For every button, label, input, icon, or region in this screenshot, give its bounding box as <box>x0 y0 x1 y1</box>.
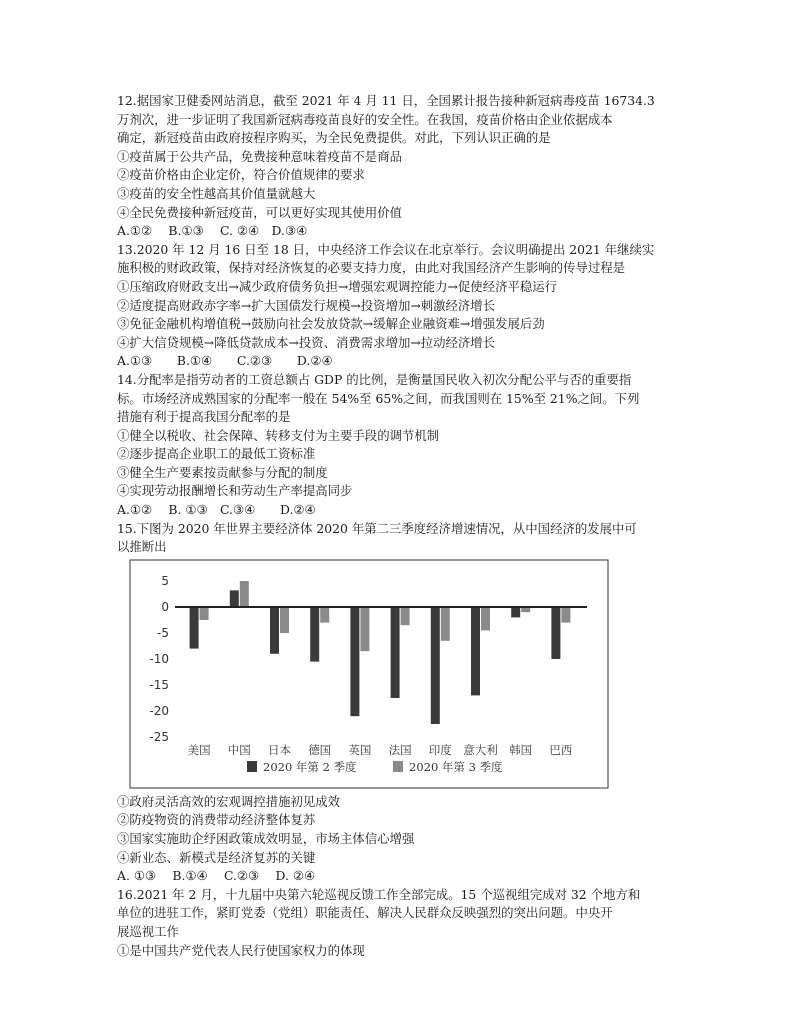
x-tick-label: 美国 <box>187 742 211 757</box>
legend-swatch <box>393 761 403 772</box>
bar-q3 <box>320 607 329 623</box>
q13-option: ①压缩政府财政支出→减少政府债务负担→增强宏观调控能力→促使经济平稳运行 <box>117 278 558 294</box>
q15-option: ③国家实施助企纾困政策成效明显，市场主体信心增强 <box>117 831 415 847</box>
q15-stem-line: 15.下图为 2020 年世界主要经济体 2020 年第二三季度经济增速情况，从中国经济的发展中可 <box>117 520 637 536</box>
question-12 <box>117 92 677 241</box>
bar-q3 <box>561 607 570 623</box>
bar-q3 <box>441 607 450 641</box>
question-14 <box>117 371 677 520</box>
q15-stem-line: 以推断出 <box>117 539 167 555</box>
y-tick-label: -5 <box>157 625 169 640</box>
q14-option: ④实现劳动报酬增长和劳动生产率提高同步 <box>117 483 353 499</box>
bar-q3 <box>360 607 369 651</box>
bar-q2 <box>190 607 199 649</box>
bar-q3 <box>200 607 209 620</box>
q14-answer-choices: A.①② B. ①③ C.③④ D.②④ <box>117 502 316 518</box>
q16-stem-line: 单位的进驻工作，紧盯党委（党组）职能责任、解决人民群众反映强烈的突出问题。中央开 <box>117 905 613 921</box>
x-tick-label: 中国 <box>227 742 251 757</box>
bar-q2 <box>551 607 560 659</box>
bar-q2 <box>270 607 279 654</box>
q14-option: ③健全生产要素按贡献参与分配的制度 <box>117 464 328 480</box>
q12-option: ④全民免费接种新冠疫苗，可以更好实现其使用价值 <box>117 204 402 220</box>
q12-stem-line: 12.据国家卫健委网站消息，截至 2021 年 4 月 11 日，全国累计报告接种新冠病毒疫苗 16734.3 <box>117 93 655 108</box>
q16-option: ①是中国共产党代表人民行使国家权力的体现 <box>117 942 365 958</box>
bar-q3 <box>481 607 490 630</box>
q13-stem-line: 13.2020 年 12 月 16 日至 18 日，中央经济工作会议在北京举行。会议明确提出 2021 年继续实 <box>117 241 655 257</box>
legend-label: 2020 年第 3 季度 <box>409 759 503 774</box>
bar-q3 <box>280 607 289 633</box>
q12-stem-line: 万剂次，进一步证明了我国新冠病毒疫苗良好的安全性。在我国，疫苗价格由企业依据成本 <box>117 111 613 127</box>
q14-option: ①健全以税收、社会保障、转移支付为主要手段的调节机制 <box>117 427 440 443</box>
q12-stem-line: 确定，新冠疫苗由政府按程序购买，为全民免费提供。对此，下列认识正确的是 <box>117 130 551 146</box>
q12-option: ③疫苗的安全性越高其价值量就越大 <box>117 185 316 201</box>
q13-option: ④扩大信贷规模→降低贷款成本→投资、消费需求增加→拉动经济增长 <box>117 334 496 350</box>
q13-option: ③免征金融机构增值税→鼓励向社会发放贷款→缓解企业融资难→增强发展后劲 <box>117 316 545 332</box>
question-15 <box>117 520 677 886</box>
q15-answer-choices: A. ①③ B.①④ C.②③ D. ②④ <box>117 868 316 884</box>
q13-option: ②适度提高财政赤字率→扩大国债发行规模→投资增加→刺激经济增长 <box>117 297 496 313</box>
y-tick-label: -25 <box>149 729 169 744</box>
q14-stem-line: 14.分配率是指劳动者的工资总额占 GDP 的比例，是衡量国民收入初次分配公平与否的重要指 <box>117 371 632 387</box>
q15-option: ④新业态、新模式是经济复苏的关键 <box>117 849 316 865</box>
y-tick-label: -20 <box>149 703 169 718</box>
x-tick-label: 英国 <box>348 742 372 757</box>
q14-stem-line: 标。市场经济成熟国家的分配率一般在 54%至 65%之间，而我国则在 15%至 21%之间。下列 <box>117 390 640 406</box>
x-tick-label: 印度 <box>428 742 452 757</box>
gdp-growth-chart-svg <box>129 559 609 789</box>
q15-option: ②防疫物资的消费带动经济整体复苏 <box>117 812 316 828</box>
y-tick-label: 5 <box>161 573 169 588</box>
q13-stem-line: 施积极的财政政策，保持对经济恢复的必要支持力度，由此对我国经济产生影响的传导过程是 <box>117 260 626 276</box>
x-tick-label: 巴西 <box>549 742 573 757</box>
x-tick-label: 德国 <box>308 742 332 757</box>
bar-q2 <box>471 607 480 695</box>
bar-q3 <box>240 581 249 607</box>
x-tick-label: 韩国 <box>509 742 533 757</box>
q13-answer-choices: A.①③ B.①④ C.②③ D.②④ <box>117 353 333 369</box>
q16-stem-line: 16.2021 年 2 月，十九届中央第六轮巡视反馈工作全部完成。15 个巡视组完成对 32 个地方和 <box>117 886 641 902</box>
q14-option: ②逐步提高企业职工的最低工资标准 <box>117 446 316 462</box>
bar-q2 <box>350 607 359 716</box>
y-tick-label: 0 <box>161 599 169 614</box>
question-13 <box>117 241 677 371</box>
q12-option: ②疫苗价格由企业定价，符合价值规律的要求 <box>117 167 365 183</box>
x-tick-label: 日本 <box>268 742 291 757</box>
exam-page <box>117 92 677 960</box>
bar-q2 <box>230 590 239 607</box>
bar-q2 <box>511 607 520 617</box>
q16-stem-line: 展巡视工作 <box>117 924 179 939</box>
bar-q2 <box>391 607 400 698</box>
x-tick-label: 法国 <box>388 742 412 757</box>
q12-option: ①疫苗属于公共产品，免费接种意味着疫苗不是商品 <box>117 148 402 164</box>
legend-label: 2020 年第 2 季度 <box>263 759 357 774</box>
question-16 <box>117 886 677 960</box>
q12-answer-choices: A.①② B.①③ C. ②④ D.③④ <box>117 223 308 239</box>
q15-option: ①政府灵活高效的宏观调控措施初见成效 <box>117 793 341 809</box>
bar-q2 <box>310 607 319 662</box>
bar-q2 <box>431 607 440 724</box>
y-tick-label: -10 <box>149 651 169 666</box>
legend-swatch <box>247 761 257 772</box>
q14-stem-line: 措施有利于提高我国分配率的是 <box>117 409 291 425</box>
gdp-growth-chart <box>129 559 609 789</box>
bar-q3 <box>401 607 410 625</box>
y-tick-label: -15 <box>149 677 169 692</box>
x-tick-label: 意大利 <box>463 742 498 757</box>
